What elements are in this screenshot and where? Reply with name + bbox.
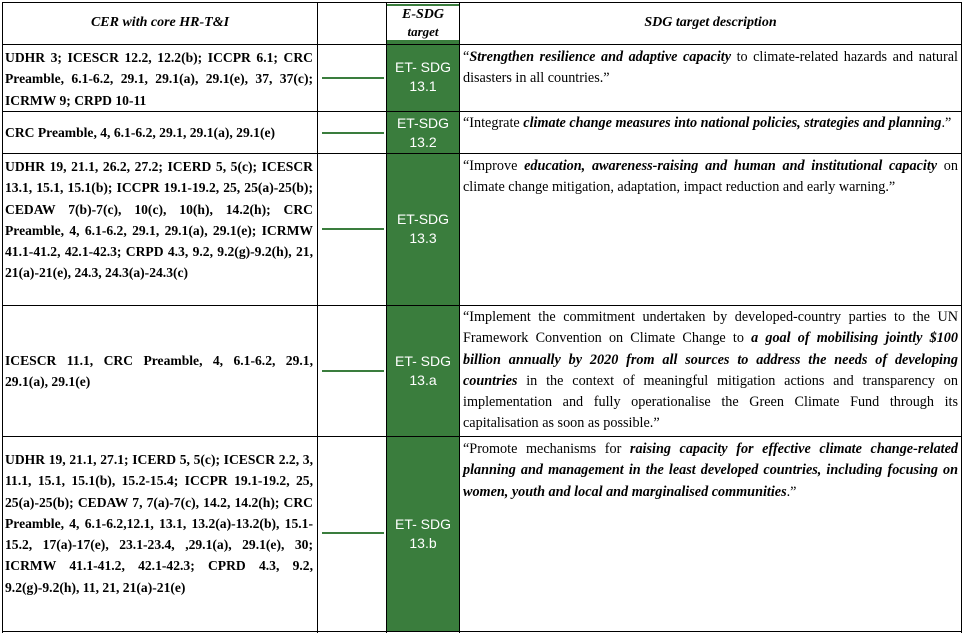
row-1-connector bbox=[322, 77, 384, 79]
column-divider-1 bbox=[317, 2, 318, 633]
row-4-description bbox=[463, 307, 958, 435]
row-4-connector bbox=[322, 370, 384, 372]
row-5-cer: UDHR 19, 21.1, 27.1; ICERD 5, 5(c); ICESCR 2.2, 3, 11.1, 15.1, 15.1(b), 15.2-15.4; ICCPR 19.1-19.2, 25, 25(a)-25(b); CEDAW 7, 7(a)-7(c), 14.2, 14.2(h); CRC Preamble, 4, 6.1-6.2,12.1, 13.1, 13.2(a)-13.2(b), 15.1-15.2, 17(a)-17(e), 23.1-23.4, ,29.1(a), 29.1(e), 30; ICRMW 41.1-41.2, 42.1-42.3; CPRD 4.3, 9.2, 9.2(g)-9.2(h), 11, 21, 21(a)-21(e) bbox=[5, 452, 313, 595]
row-4-cer: ICESCR 11.1, CRC Preamble, 4, 6.1-6.2, 29.1, 29.1(a), 29.1(e) bbox=[5, 353, 313, 390]
row-4-desc-pre: “Implement the commitment undertaken by developed-country parties to the UN Framework Convention on Climate Change to bbox=[463, 309, 958, 347]
row-2-desc-pre: “Integrate bbox=[463, 115, 524, 131]
header-divider bbox=[2, 44, 962, 45]
row-2-desc-emphasis: climate change measures into national policies, strategies and planning bbox=[523, 115, 942, 131]
table-border-top bbox=[2, 2, 962, 3]
row-5-target bbox=[387, 515, 459, 553]
row-2-target bbox=[387, 114, 459, 152]
row-2-connector bbox=[322, 132, 384, 134]
row-5-description bbox=[463, 439, 958, 503]
header-target bbox=[387, 6, 459, 40]
row-3-target-number: 13.3 bbox=[409, 230, 437, 246]
row-1-desc-post: to climate-related hazards and natural disasters in all countries.” bbox=[463, 49, 958, 87]
row-1-cer: UDHR 3; ICESCR 12.2, 12.2(b); ICCPR 6.1; CRC Preamble, 6.1-6.2, 29.1, 29.1(a), 29.1(e), 37, 37(c); ICRMW 9; CRPD 10-11 bbox=[5, 50, 313, 108]
row-4-target-label: ET- SDG bbox=[394, 353, 451, 369]
row-3-desc-pre: “Improve bbox=[463, 158, 525, 174]
row-3-description bbox=[463, 156, 958, 199]
row-5-target-label: ET- SDG bbox=[394, 516, 451, 532]
header-target-line1: E-SDG bbox=[401, 7, 444, 22]
row-5-desc-emphasis: raising capacity for effective climate change-related planning and management in the least developed countries, including focusing on women, youth and local and marginalised communities bbox=[463, 441, 959, 500]
row-4-desc-emphasis: a goal of mobilising jointly $100 billion annually by 2020 from all sources to address the needs of developing countries bbox=[463, 330, 958, 389]
row-2-target-number: 13.2 bbox=[409, 134, 437, 150]
column-divider-3 bbox=[459, 2, 460, 633]
header-target-line2: target bbox=[407, 24, 439, 39]
row-3-connector bbox=[322, 228, 384, 230]
row-2-desc-post: .” bbox=[941, 115, 952, 131]
row-3-desc-post: on climate change mitigation, adaptation, impact reduction and early warning.” bbox=[463, 158, 958, 196]
row-divider-3 bbox=[2, 305, 962, 306]
row-2-target-label: ET-SDG bbox=[396, 115, 450, 131]
row-divider-1 bbox=[2, 111, 962, 112]
row-1-description bbox=[463, 47, 958, 90]
row-divider-2 bbox=[2, 153, 962, 154]
row-5-desc-pre: “Promote mechanisms for bbox=[463, 441, 630, 457]
row-1-target-number: 13.1 bbox=[409, 78, 437, 94]
table-border-left bbox=[2, 2, 3, 633]
row-4-target bbox=[387, 352, 459, 390]
row-3-target-label: ET-SDG bbox=[396, 211, 450, 227]
table-border-bottom bbox=[2, 631, 962, 632]
row-4-desc-post: in the context of meaningful mitigation actions and transparency on implementation and fully operationalise the Green Climate Fund through its capitalisation as soon as possible.” bbox=[463, 372, 958, 432]
row-4-target-number: 13.a bbox=[409, 372, 437, 388]
row-divider-4 bbox=[2, 436, 962, 437]
row-5-desc-post: .” bbox=[786, 483, 797, 500]
row-3-desc-emphasis: education, awareness-raising and human and institutional capacity bbox=[524, 158, 938, 174]
header-description: SDG target description bbox=[644, 15, 777, 30]
row-5-connector bbox=[322, 532, 384, 534]
table-border-right bbox=[961, 2, 962, 633]
row-3-cer: UDHR 19, 21.1, 26.2, 27.2; ICERD 5, 5(c); ICESCR 13.1, 15.1, 15.1(b); ICCPR 19.1-19.2, 25, 25(a)-25(b); CEDAW 7(b)-7(c), 10(c), 10(h), 14.2(h); CRC Preamble, 4, 6.1-6.2, 29.1, 29.1(a), 29.1(e); ICRMW 41.1-41.2, 42.1-42.3; CRPD 4.3, 9.2, 9.2(g)-9.2(h), 21, 21(a)-21(e), 24.3, 24.3(a)-24.3(c) bbox=[5, 159, 313, 281]
row-1-desc-emphasis: Strengthen resilience and adaptive capacity bbox=[469, 49, 732, 65]
row-2-cer: CRC Preamble, 4, 6.1-6.2, 29.1, 29.1(a), 29.1(e) bbox=[5, 125, 276, 140]
row-5-target-number: 13.b bbox=[409, 535, 437, 551]
row-1-target bbox=[387, 58, 459, 96]
header-cer: CER with core HR-T&I bbox=[90, 15, 230, 30]
row-1-target-label: ET- SDG bbox=[394, 59, 451, 75]
row-3-target bbox=[387, 210, 459, 248]
row-2-description bbox=[463, 113, 958, 134]
row-1-desc-pre: “ bbox=[463, 49, 470, 65]
